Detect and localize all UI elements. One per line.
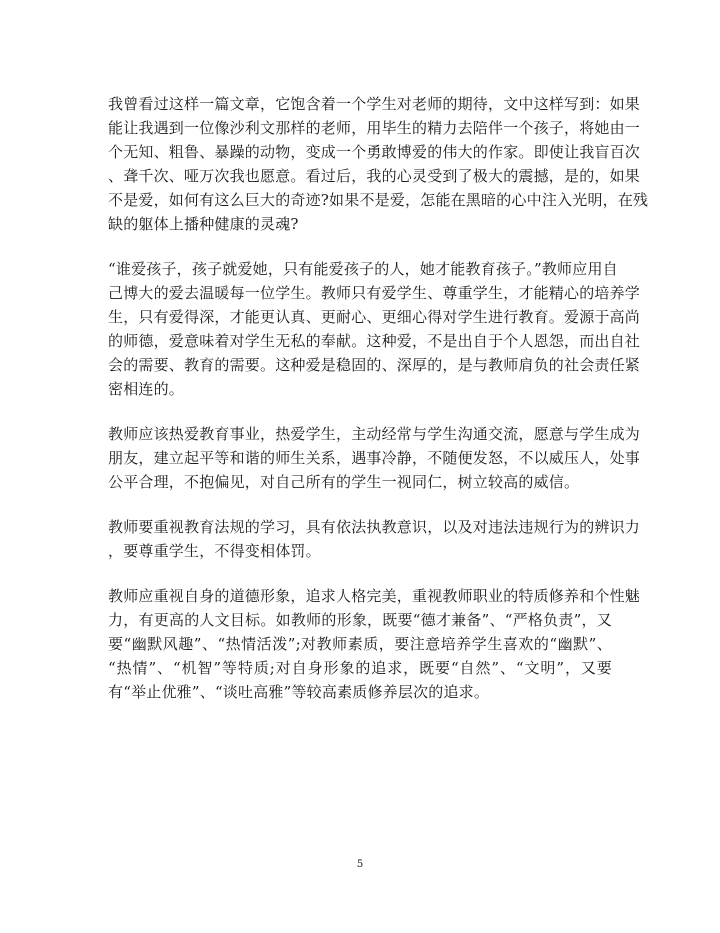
text-line: 有“举止优雅”、“谈吐高雅”等较高素质修养层次的追求。	[108, 683, 490, 701]
paragraph-1	[108, 92, 649, 236]
text-line: 教师要重视教育法规的学习，具有依法执教意识，以及对违法违规行为的辨识力	[108, 518, 641, 536]
text-line: 个无知、粗鲁、暴躁的动物，变成一个勇敢博爱的伟大的作家。即使让我盲百次	[108, 143, 641, 161]
paragraph-4	[108, 515, 641, 563]
text-line: 我曾看过这样一篇文章，它饱含着一个学生对老师的期待，文中这样写到：如果	[108, 95, 641, 113]
text-line: 教师应重视自身的道德形象，追求人格完美，重视教师职业的特质修养和个性魅	[108, 587, 641, 605]
text-line: 己博大的爱去温暖每一位学生。教师只有爱学生、尊重学生，才能精心的培养学	[108, 284, 641, 302]
paragraph-2	[108, 257, 641, 401]
text-line: ，要尊重学生，不得变相体罚。	[108, 542, 321, 560]
text-line: 、聋千次、哑万次我也愿意。看过后，我的心灵受到了极大的震撼，是的，如果	[108, 167, 641, 185]
page-number: 5	[356, 859, 364, 870]
text-line: 的师德，爱意味着对学生无私的奉献。这种爱，不是出自于个人恩怨，而出自社	[108, 332, 641, 350]
text-line: 要“幽默风趣”、“热情活泼”;对教师素质，要注意培养学生喜欢的“幽默”、	[108, 635, 612, 653]
text-line: 生，只有爱得深，才能更认真、更耐心、更细心得对学生进行教育。爱源于高尚	[108, 308, 641, 326]
text-line: 能让我遇到一位像沙利文那样的老师，用毕生的精力去陪伴一个孩子，将她由一	[108, 119, 641, 137]
text-line: “谁爱孩子，孩子就爱她，只有能爱孩子的人，她才能教育孩子。”教师应用自	[108, 260, 618, 278]
text-line: 密相连的。	[108, 380, 185, 398]
text-line: 不是爱，如何有这么巨大的奇迹?如果不是爱，怎能在黑暗的心中注入光明，在残	[108, 191, 649, 209]
text-line: 教师应该热爱教育事业，热爱学生，主动经常与学生沟通交流，愿意与学生成为	[108, 425, 641, 443]
body-text	[108, 92, 649, 725]
text-line: 朋友，建立起平等和谐的师生关系，遇事冷静，不随便发怒，不以威压人，处事	[108, 449, 641, 467]
text-line: 公平合理，不抱偏见，对自己所有的学生一视同仁，树立较高的威信。	[108, 473, 580, 491]
paragraph-3	[108, 422, 641, 494]
text-line: “热情”、“机智”等特质;对自身形象的追求，既要“自然”、“文明”，又要	[108, 659, 612, 677]
text-line: 缺的躯体上播种健康的灵魂?	[108, 215, 299, 233]
paragraph-5	[108, 584, 641, 704]
text-line: 会的需要、教育的需要。这种爱是稳固的、深厚的，是与教师肩负的社会责任紧	[108, 356, 641, 374]
text-line: 力，有更高的人文目标。如教师的形象，既要“德才兼备”、“严格负责”，又	[108, 611, 612, 629]
